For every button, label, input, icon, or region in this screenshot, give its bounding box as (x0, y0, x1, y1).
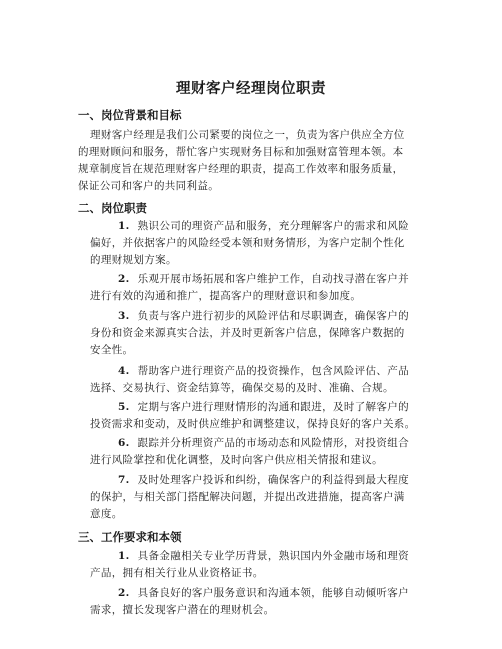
section-heading-background: 一、岗位背景和目标 (78, 108, 182, 122)
list-item-text: 定期与客户进行理财情形的沟通和跟进，及时了解客户的 (137, 401, 409, 413)
list-item-continuation: 进行风险掌控和优化调整，及时向客户供应相关情报和建议。 (90, 454, 383, 466)
list-item (118, 364, 409, 378)
list-item-text: 负责与客户进行初步的风险评估和尽职调查，确保客户的 (137, 310, 409, 322)
list-item (118, 549, 409, 563)
list-item-number: 5. (118, 401, 130, 413)
list-item-continuation: 的保护，与相关部门搭配解决问题，并提出改进措施，提高客户满 (90, 491, 405, 503)
list-item-text: 熟识公司的理资产品和服务，充分理解客户的需求和风险 (137, 220, 409, 232)
list-item-number: 3. (118, 310, 130, 322)
list-item-text: 乐观开展市场拓展和客户维护工作，自动找寻潜在客户并 (137, 273, 409, 285)
list-item-continuation: 身份和资金来源真实合法，并及时更新客户信息，保障客户数据的 (90, 327, 405, 339)
list-item (118, 272, 409, 286)
list-item-number: 7. (118, 474, 130, 486)
list-item-continuation: 安全性。 (90, 344, 134, 356)
section-heading-duties: 二、岗位职责 (78, 201, 147, 215)
list-item-text: 具备良好的客户服务意识和沟通本领，能够自动倾听客户 (137, 587, 409, 599)
list-item-continuation: 产品，拥有相关行业从业资格证书。 (90, 567, 264, 579)
list-item (118, 436, 409, 450)
list-item (118, 586, 409, 600)
list-item-number: 1. (118, 550, 130, 562)
list-item-text: 跟踪并分析理资产品的市场动态和风险情形，对投资组合 (137, 437, 409, 449)
list-item-continuation: 选择、交易执行、资金结算等，确保交易的及时、准确、合规。 (90, 382, 394, 394)
list-item-continuation: 需求，擅长发现客户潜在的理财机会。 (90, 604, 275, 616)
list-item-number: 1. (118, 220, 130, 232)
list-item-continuation: 意度。 (90, 508, 123, 520)
section-heading-requirements: 三、工作要求和本领 (78, 530, 182, 544)
list-item-number: 2. (118, 273, 130, 285)
paragraph-line: 规章制度旨在规范理财客户经理的职责，提高工作效率和服务质量， (78, 163, 404, 175)
list-item-text: 具备金融相关专业学历背景，熟识国内外金融市场和理资 (137, 550, 409, 562)
document-title: 理财客户经理岗位职责 (176, 80, 326, 97)
list-item-number: 4. (118, 365, 130, 377)
list-item (118, 473, 409, 487)
paragraph-line: 保证公司和客户的共同利益。 (78, 180, 220, 192)
list-item (118, 219, 409, 233)
list-item-text: 及时处理客户投诉和纠纷，确保客户的利益得到最大程度 (137, 474, 409, 486)
list-item-continuation: 偏好，并依据客户的风险经受本领和财务情形，为客户定制个性化 (90, 237, 405, 249)
list-item-number: 2. (118, 587, 130, 599)
list-item-text: 帮助客户进行理资产品的投资操作，包含风险评估、产品 (137, 365, 409, 377)
list-item-continuation: 投资需求和变动，及时供应维护和调整建议，保持良好的客户关系。 (90, 418, 416, 430)
list-item-continuation: 进行有效的沟通和推广，提高客户的理财意识和参加度。 (90, 290, 362, 302)
list-item-number: 6. (118, 437, 130, 449)
list-item-continuation: 的理财规划方案。 (90, 254, 177, 266)
paragraph-line: 理财客户经理是我们公司紧要的岗位之一，负责为客户供应全方位 (90, 129, 405, 141)
paragraph-line: 的理财顾问和服务，帮忙客户实现财务目标和加强财富管理本领。本 (78, 146, 404, 158)
list-item (118, 309, 409, 323)
list-item (118, 400, 409, 414)
